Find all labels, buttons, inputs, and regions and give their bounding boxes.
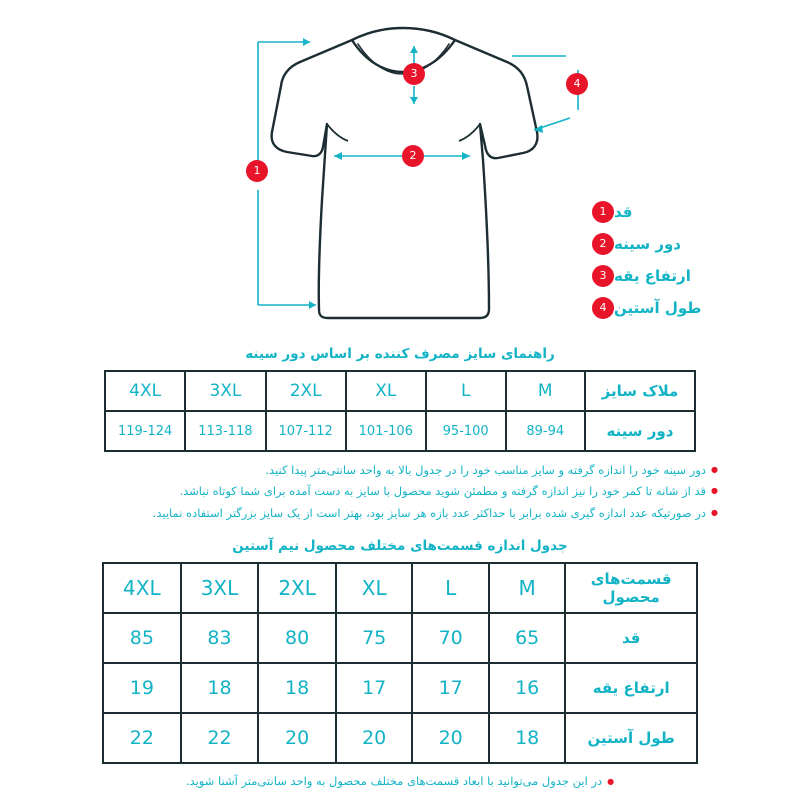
table1-wrap <box>0 370 800 452</box>
t1-row0-header: دور سینه <box>585 411 695 451</box>
legend-badge-1: 1 <box>592 201 614 223</box>
legend-badge-3: 3 <box>592 265 614 287</box>
t2-row2-c4: 20 <box>258 713 336 763</box>
table-row <box>103 663 697 713</box>
t2-row2-c6: 22 <box>103 713 181 763</box>
t1-row0-c6: 119-124 <box>105 411 185 451</box>
t2-row2-header: طول آستین <box>565 713 697 763</box>
t2-row0-c3: 75 <box>336 613 413 663</box>
t2-row0-c1: 65 <box>489 613 565 663</box>
t2-row2-c1: 18 <box>489 713 565 763</box>
t2-row2-c3: 20 <box>336 713 413 763</box>
t2-col-4: 2XL <box>258 563 336 613</box>
legend-item-3 <box>592 260 772 292</box>
notes-list <box>78 460 722 524</box>
t2-row2-c5: 22 <box>181 713 259 763</box>
t1-col-6: 4XL <box>105 371 185 411</box>
t1-col-4: 2XL <box>266 371 346 411</box>
t2-row2-c2: 20 <box>412 713 488 763</box>
legend <box>592 196 772 324</box>
t1-col-3: XL <box>346 371 426 411</box>
legend-label-2: دور سینه <box>614 235 681 253</box>
legend-label-3: ارتفاع یقه <box>614 267 691 285</box>
t1-row0-c3: 101-106 <box>346 411 426 451</box>
consumer-size-table <box>104 370 696 452</box>
badge-2: 2 <box>402 145 424 167</box>
legend-badge-2: 2 <box>592 233 614 255</box>
t2-row0-c2: 70 <box>412 613 488 663</box>
legend-item-2 <box>592 228 772 260</box>
t1-row0-c5: 113-118 <box>185 411 265 451</box>
tshirt-illustration <box>0 0 800 340</box>
legend-label-1: قد <box>614 203 633 221</box>
table-row <box>103 713 697 763</box>
note-3: ● در صورتیکه عدد اندازه گیری شده برابر با حداکثر عدد بازه هر سایز بود، بهتر است از یک سایز بزرگتر استفاده نمایید. <box>78 503 718 524</box>
legend-item-4 <box>592 292 772 324</box>
t2-col-5: 3XL <box>181 563 259 613</box>
legend-label-4: طول آستین <box>614 299 702 317</box>
t1-col-0: ملاک سایز <box>585 371 695 411</box>
t2-row1-c2: 17 <box>412 663 488 713</box>
table-row <box>105 411 695 451</box>
table-row <box>105 371 695 411</box>
t2-row1-c3: 17 <box>336 663 413 713</box>
t2-col-2: L <box>412 563 488 613</box>
legend-item-1 <box>592 196 772 228</box>
t2-col-6: 4XL <box>103 563 181 613</box>
t2-col-0: قسمت‌های محصول <box>565 563 697 613</box>
t2-row1-header: ارتفاع یقه <box>565 663 697 713</box>
t1-row0-c1: 89-94 <box>506 411 585 451</box>
table2-wrap <box>0 562 800 764</box>
t1-row0-c4: 107-112 <box>266 411 346 451</box>
table-row <box>103 563 697 613</box>
t1-col-2: L <box>426 371 506 411</box>
t2-row1-c4: 18 <box>258 663 336 713</box>
badge-3: 3 <box>403 63 425 85</box>
badge-4: 4 <box>566 73 588 95</box>
t2-row0-c5: 83 <box>181 613 259 663</box>
badge-1: 1 <box>246 160 268 182</box>
t2-row0-c4: 80 <box>258 613 336 663</box>
table-row <box>103 613 697 663</box>
t2-row1-c5: 18 <box>181 663 259 713</box>
t2-col-1: M <box>489 563 565 613</box>
t2-row1-c6: 19 <box>103 663 181 713</box>
legend-badge-4: 4 <box>592 297 614 319</box>
t2-row1-c1: 16 <box>489 663 565 713</box>
t1-col-5: 3XL <box>185 371 265 411</box>
t1-row0-c2: 95-100 <box>426 411 506 451</box>
t2-row0-c6: 85 <box>103 613 181 663</box>
footnote: ● در این جدول می‌توانید با ابعاد قسمت‌های مختلف محصول به واحد سانتی‌متر آشنا شوید. <box>0 774 800 788</box>
t1-col-1: M <box>506 371 585 411</box>
product-measurements-table <box>102 562 698 764</box>
table1-title: راهنمای سایز مصرف کننده بر اساس دور سینه <box>245 346 555 362</box>
t2-col-3: XL <box>336 563 413 613</box>
t2-row0-header: قد <box>565 613 697 663</box>
table2-title: جدول اندازه قسمت‌های مختلف محصول نیم آستین <box>232 537 568 554</box>
note-2: ● قد از شانه تا کمر خود را نیز اندازه گرفته و مطمئن شوید محصول با سایز به دست آمده برای شما کوتاه نباشد. <box>78 481 718 502</box>
note-1: ● دور سینه خود را اندازه گرفته و سایز مناسب خود را در جدول بالا به واحد سانتی‌متر پیدا کنید. <box>78 460 718 481</box>
